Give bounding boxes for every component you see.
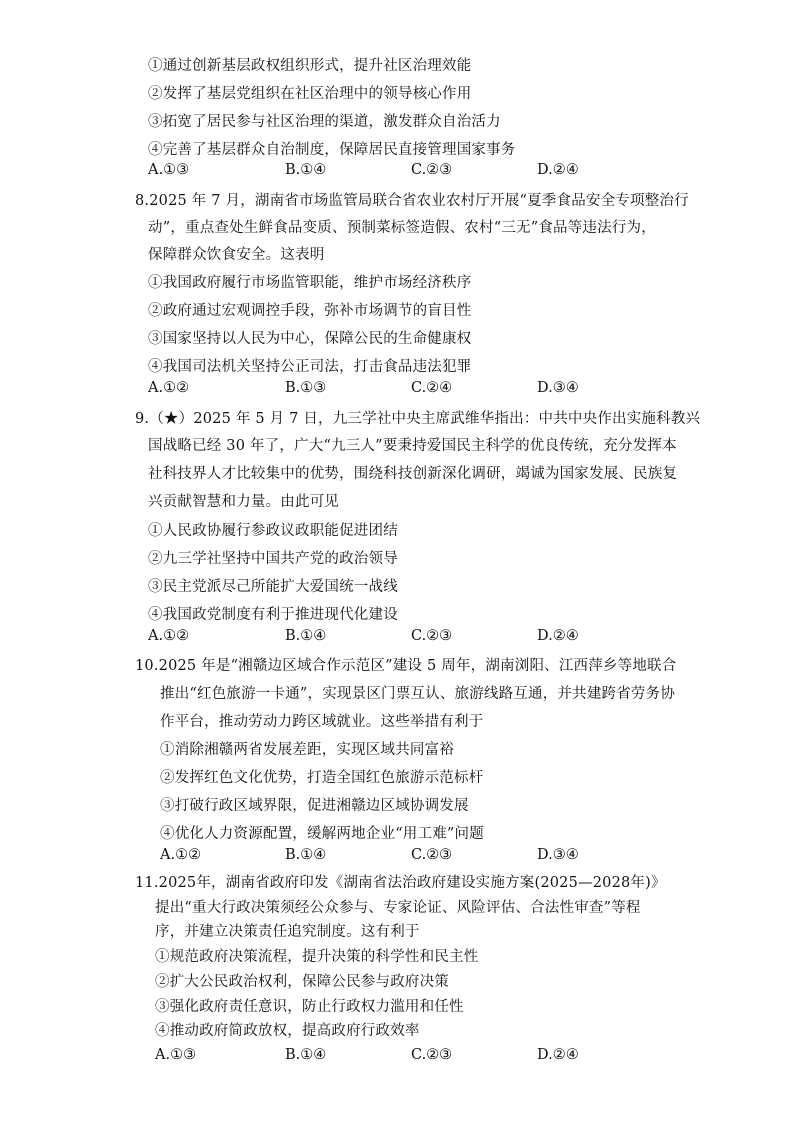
q11-item-3: ③强化政府责任意识，防止行政权力滥用和任性 (155, 999, 464, 1015)
q8-item-3: ③国家坚持以人民为中心，保障公民的生命健康权 (148, 331, 472, 347)
q8-item-2: ②政府通过宏观调控手段，弥补市场调节的盲目性 (148, 303, 472, 319)
q7-option-c[interactable]: C.②③ (411, 162, 453, 178)
q9-stem-line-4: 兴贡献智慧和力量。由此可见 (148, 494, 340, 510)
q9-option-c[interactable]: C.②③ (411, 628, 453, 644)
q10-option-a[interactable]: A.①② (160, 847, 202, 863)
q11-stem-line-2: 提出“重大行政决策须经公众参与、专家论证、风险评估、合法性审查”等程 (155, 900, 641, 916)
q11-item-4: ④推动政府简政放权，提高政府行政效率 (155, 1023, 420, 1039)
q7-option-d[interactable]: D.②④ (537, 162, 579, 178)
q7-options (0, 160, 793, 180)
q10-stem-line-3: 作平台，推动劳动力跨区域就业。这些举措有利于 (160, 714, 484, 730)
q10-stem-line-2: 推出“红色旅游一卡通”，实现景区门票互认、旅游线路互通，并共建跨省劳务协 (160, 686, 676, 702)
q9-item-4: ④我国政党制度有利于推进现代化建设 (148, 607, 398, 623)
q8-option-b[interactable]: B.①③ (285, 380, 327, 396)
q7-option-a[interactable]: A.①③ (148, 162, 190, 178)
q10-item-3: ③打破行政区域界限，促进湘赣边区域协调发展 (160, 798, 469, 814)
q9-option-d[interactable]: D.②④ (537, 628, 579, 644)
q8-stem-line-1: 8.2025 年 7 月，湖南省市场监管局联合省农业农村厅开展“夏季食品安全专项整治行 (135, 193, 689, 209)
q10-option-c[interactable]: C.②③ (411, 847, 453, 863)
q9-item-3: ③民主党派尽己所能扩大爱国统一战线 (148, 579, 398, 595)
q8-option-d[interactable]: D.③④ (537, 380, 579, 396)
q8-options (0, 378, 793, 398)
q9-item-2: ②九三学社坚持中国共产党的政治领导 (148, 551, 398, 567)
q7-item-2: ②发挥了基层党组织在社区治理中的领导核心作用 (148, 86, 472, 102)
q10-stem-line-1: 10.2025 年是“湘赣边区域合作示范区”建设 5 周年，湖南浏阳、江西萍乡等地联合 (135, 658, 677, 674)
q10-option-d[interactable]: D.③④ (537, 847, 579, 863)
q7-item-3: ③拓宽了居民参与社区治理的渠道，激发群众自治活力 (148, 114, 501, 130)
q11-option-b[interactable]: B.①④ (285, 1047, 327, 1063)
q8-option-a[interactable]: A.①② (148, 380, 190, 396)
q8-item-4: ④我国司法机关坚持公正司法，打击食品违法犯罪 (148, 359, 472, 375)
q9-stem-line-2: 国战略已经 30 年了，广大“九三人”要秉持爱国民主科学的优良传统，充分发挥本 (148, 438, 677, 454)
q10-item-1: ①消除湘赣两省发展差距，实现区域共同富裕 (160, 742, 454, 758)
q10-item-2: ②发挥红色文化优势，打造全国红色旅游示范标杆 (160, 770, 484, 786)
q9-item-1: ①人民政协履行参政议政职能促进团结 (148, 523, 398, 539)
q11-options (0, 1045, 793, 1065)
q8-stem-line-3: 保障群众饮食安全。这表明 (148, 247, 325, 263)
q7-item-1: ①通过创新基层政权组织形式，提升社区治理效能 (148, 58, 472, 74)
q8-stem-line-2: 动”，重点查处生鲜食品变质、预制菜标签造假、农村“三无”食品等违法行为， (148, 220, 656, 236)
q10-options (0, 845, 793, 865)
q9-options (0, 626, 793, 646)
q7-option-b[interactable]: B.①④ (285, 162, 327, 178)
q11-item-1: ①规范政府决策流程，提升决策的科学性和民主性 (155, 949, 479, 965)
q11-option-a[interactable]: A.①③ (155, 1047, 197, 1063)
q8-item-1: ①我国政府履行市场监管职能，维护市场经济秩序 (148, 275, 472, 291)
q8-option-c[interactable]: C.②④ (411, 380, 453, 396)
q11-item-2: ②扩大公民政治权利，保障公民参与政府决策 (155, 974, 449, 990)
q10-item-4: ④优化人力资源配置，缓解两地企业“用工难”问题 (160, 826, 484, 842)
q9-stem-line-1: 9.（★）2025 年 5 月 7 日，九三学社中央主席武维华指出：中共中央作出实施科教兴 (135, 411, 701, 427)
q9-stem-line-3: 社科技界人才比较集中的优势，围绕科技创新深化调研，竭诚为国家发展、民族复 (148, 466, 678, 482)
q11-stem-line-3: 序，并建立决策责任追究制度。这有利于 (155, 924, 420, 940)
q11-stem-line-1: 11.2025年，湖南省政府印发《湖南省法治政府建设实施方案(2025—2028年)》 (135, 875, 666, 891)
q11-option-c[interactable]: C.②③ (411, 1047, 453, 1063)
q10-option-b[interactable]: B.①④ (285, 847, 327, 863)
q9-option-b[interactable]: B.①④ (285, 628, 327, 644)
q11-option-d[interactable]: D.②④ (537, 1047, 579, 1063)
q9-option-a[interactable]: A.①② (148, 628, 190, 644)
q7-item-4: ④完善了基层群众自治制度，保障居民直接管理国家事务 (148, 142, 516, 158)
